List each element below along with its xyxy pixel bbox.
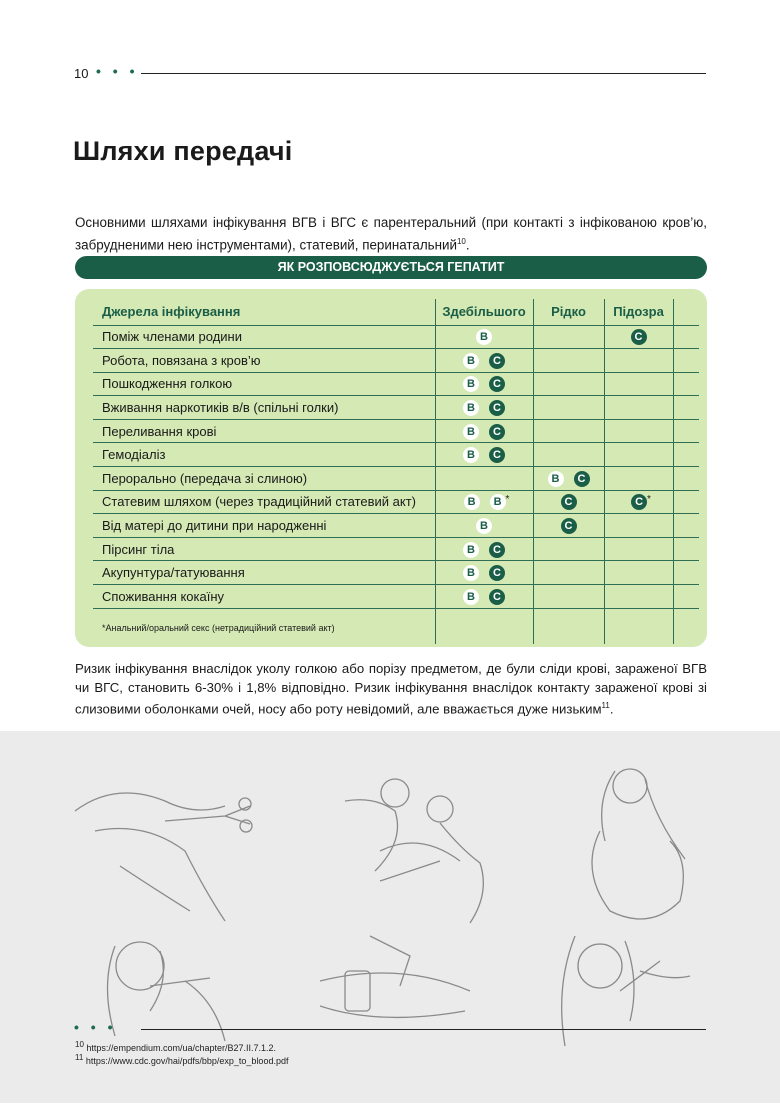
hepatitis-b-badge: B	[476, 329, 492, 345]
rare-cell	[533, 537, 604, 561]
suspected-cell	[604, 514, 673, 538]
table-header-row	[93, 299, 699, 325]
hepatitis-b-badge: B	[463, 424, 479, 440]
footnote-11	[75, 1053, 288, 1066]
asterisk-mark: *	[647, 493, 651, 505]
table-row	[93, 490, 699, 514]
mostly-cell	[435, 467, 533, 491]
hepatitis-b-badge: B	[476, 518, 492, 534]
risk-text: Ризик інфікування внаслідок уколу голкою або порізу предметом, де були сліди крові, зараженої ВГВ чи ВГС, становить 6-30% і 1,8% відповідно. Ризик інфікування внаслідок контакту зараженої крові зі слизовими оболонками очей, носу або роту невідомий, але вважається дуже низьким	[75, 661, 707, 717]
source-label: Переливання крові	[93, 419, 435, 443]
empty-cell	[673, 419, 699, 443]
hepatitis-c-badge: C	[489, 400, 505, 416]
mostly-cell	[435, 490, 533, 514]
mostly-cell	[435, 537, 533, 561]
header-mostly: Здебільшого	[435, 299, 533, 325]
table-note-row	[93, 608, 699, 644]
risk-ref: 11	[601, 701, 610, 711]
mostly-cell	[435, 514, 533, 538]
hepatitis-b-badge: B	[463, 376, 479, 392]
hepatitis-c-badge: C	[489, 447, 505, 463]
footnote-10	[75, 1040, 276, 1053]
rare-cell	[533, 585, 604, 609]
suspected-cell	[604, 490, 673, 514]
table-row	[93, 585, 699, 609]
empty-cell	[673, 585, 699, 609]
mostly-cell	[435, 396, 533, 420]
empty-cell	[673, 561, 699, 585]
empty-cell	[673, 608, 699, 644]
empty-cell	[604, 608, 673, 644]
source-label: Пірсинг тіла	[93, 537, 435, 561]
footnote-10-link[interactable]: https://empendium.com/ua/chapter/B27.II.7.1.2.	[86, 1043, 277, 1053]
suspected-cell	[604, 372, 673, 396]
rare-cell	[533, 372, 604, 396]
empty-cell	[673, 372, 699, 396]
hepatitis-c-badge: C	[561, 494, 577, 510]
hepatitis-b-badge: B	[463, 353, 479, 369]
table-row	[93, 372, 699, 396]
suspected-cell	[604, 396, 673, 420]
mostly-cell	[435, 325, 533, 349]
hepatitis-c-badge: C	[489, 589, 505, 605]
intro-paragraph: Основними шляхами інфікування ВГВ і ВГС є парентеральний (при контакті з інфікованою кров’ю, забрудненими нею інструментами), статевий, перинатальний$^{10}$.	[75, 215, 707, 253]
footnote-11-link[interactable]: https://www.cdc.gov/hai/pdfs/bbp/exp_to_blood.pdf	[85, 1056, 289, 1066]
suspected-cell	[604, 537, 673, 561]
source-label: Вживання наркотиків в/в (спільні голки)	[93, 396, 435, 420]
table-row	[93, 443, 699, 467]
footnote-11-num: 11	[75, 1053, 84, 1062]
hepatitis-b-badge: B	[463, 542, 479, 558]
risk-paragraph: Ризик інфікування внаслідок уколу голкою або порізу предметом, де були сліди крові, зараженої ВГВ чи ВГС, становить 6-30% і 1,8% відповідно. Ризик інфікування внаслідок контакту зараженої крові зі слизовими оболонками очей, носу або роту невідомий, але вважається дуже низьким$^{11}$.	[75, 661, 707, 717]
asterisk-mark: *	[505, 493, 510, 505]
table-row	[93, 514, 699, 538]
source-label: Споживання кокаїну	[93, 585, 435, 609]
hepatitis-b-badge: B	[490, 494, 506, 510]
source-label: Від матері до дитини при народженні	[93, 514, 435, 538]
table-row	[93, 561, 699, 585]
rare-cell	[533, 419, 604, 443]
table-row	[93, 467, 699, 491]
header-rare: Рідко	[533, 299, 604, 325]
hepatitis-c-badge: C	[489, 565, 505, 581]
hepatitis-c-badge: C	[489, 542, 505, 558]
empty-cell	[673, 537, 699, 561]
table-row	[93, 325, 699, 349]
page-number: 10	[74, 66, 89, 81]
rare-cell	[533, 349, 604, 373]
table-row	[93, 419, 699, 443]
suspected-cell	[604, 349, 673, 373]
suspected-cell	[604, 443, 673, 467]
footnote-10-num: 10	[75, 1040, 84, 1049]
hepatitis-c-badge: C	[561, 518, 577, 534]
hepatitis-c-badge: C	[631, 494, 647, 510]
header-empty	[673, 299, 699, 325]
hepatitis-b-badge: B	[464, 494, 480, 510]
empty-cell	[673, 349, 699, 373]
rare-cell	[533, 514, 604, 538]
hepatitis-b-badge: B	[463, 400, 479, 416]
hepatitis-b-badge: B	[463, 447, 479, 463]
hepatitis-c-badge: C	[489, 424, 505, 440]
empty-cell	[435, 608, 533, 644]
hepatitis-c-badge: C	[631, 329, 647, 345]
mostly-cell	[435, 419, 533, 443]
source-label: Гемодіаліз	[93, 443, 435, 467]
empty-cell	[673, 443, 699, 467]
mostly-cell	[435, 561, 533, 585]
intro-text: Основними шляхами інфікування ВГВ і ВГС є парентеральний (при контакті з інфікованою кров’ю, забрудненими нею інструментами), статевий, перинатальний	[75, 215, 707, 253]
footer-rule	[141, 1029, 706, 1030]
hepatitis-c-badge: C	[574, 471, 590, 487]
toothbrush-sketch	[108, 942, 226, 1041]
source-label: Перорально (передача зі слиною)	[93, 467, 435, 491]
hepatitis-b-badge: B	[463, 589, 479, 605]
table-row	[93, 349, 699, 373]
mostly-cell	[435, 585, 533, 609]
rare-cell	[533, 561, 604, 585]
empty-cell	[673, 325, 699, 349]
empty-cell	[673, 396, 699, 420]
suspected-cell	[604, 325, 673, 349]
suspected-cell	[604, 585, 673, 609]
empty-cell	[533, 608, 604, 644]
table-row	[93, 396, 699, 420]
transmission-table	[93, 299, 699, 644]
empty-cell	[673, 514, 699, 538]
mostly-cell	[435, 349, 533, 373]
medical-workers-sketch	[345, 779, 483, 923]
empty-cell	[673, 490, 699, 514]
header-sources: Джерела інфікування	[93, 299, 435, 325]
rare-cell	[533, 396, 604, 420]
suspected-cell	[604, 561, 673, 585]
page-title: Шляхи передачі	[73, 136, 293, 166]
table-footnote: *Анальний/оральний секс (нетрадиційний статевий акт)	[93, 608, 435, 644]
hepatitis-b-badge: B	[548, 471, 564, 487]
suspected-cell	[604, 467, 673, 491]
source-label: Статевим шляхом (через традиційний статевий акт)	[93, 490, 435, 514]
source-label: Акупунтура/татуювання	[93, 561, 435, 585]
source-label: Поміж членами родини	[93, 325, 435, 349]
intro-ref: 10	[456, 237, 466, 246]
mostly-cell	[435, 372, 533, 396]
blood-draw-sketch	[320, 936, 470, 1017]
suspected-cell	[604, 419, 673, 443]
decorative-dots: • • •	[96, 63, 139, 79]
table-row	[93, 537, 699, 561]
pregnant-woman-sketch	[592, 769, 685, 919]
section-banner: ЯК РОЗПОВСЮДЖУЄТЬСЯ ГЕПАТИТ	[75, 256, 707, 279]
decorative-dots-bottom: • • •	[74, 1019, 117, 1035]
empty-cell	[673, 467, 699, 491]
hands-scissors-sketch	[75, 793, 252, 921]
rare-cell	[533, 443, 604, 467]
header-suspected: Підозра	[604, 299, 673, 325]
mostly-cell	[435, 443, 533, 467]
rare-cell	[533, 467, 604, 491]
rare-cell	[533, 490, 604, 514]
rare-cell	[533, 325, 604, 349]
hepatitis-c-badge: C	[489, 376, 505, 392]
hepatitis-c-badge: C	[489, 353, 505, 369]
source-label: Пошкодження голкою	[93, 372, 435, 396]
source-label: Робота, повязана з кров’ю	[93, 349, 435, 373]
header-rule	[141, 73, 706, 74]
hepatitis-b-badge: B	[463, 565, 479, 581]
